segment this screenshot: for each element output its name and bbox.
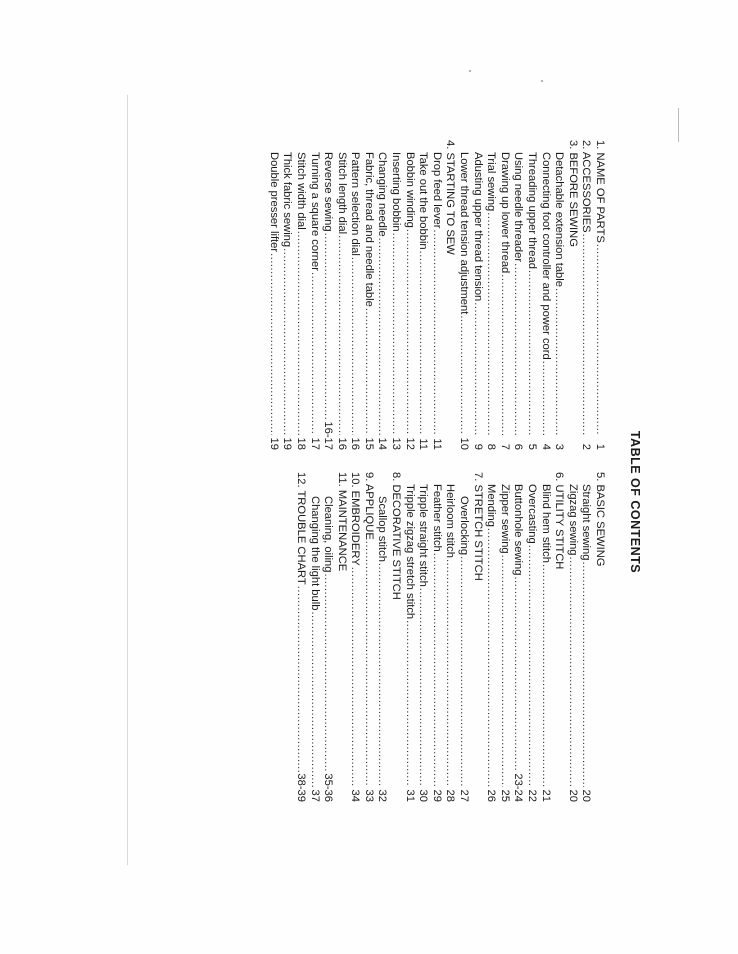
- toc-entry-label: Stitch length dial: [335, 152, 348, 235]
- toc-page-number: 16: [335, 437, 348, 450]
- toc-leader-dots: [497, 555, 511, 787]
- toc-subentry: [416, 140, 430, 450]
- toc-subentry: [348, 140, 362, 450]
- toc-entry-label: Pattern selection dial: [349, 152, 362, 256]
- toc-subentry: [429, 472, 443, 802]
- toc-subentry: [375, 472, 389, 802]
- toc-section-entry: [592, 472, 606, 802]
- toc-leader-dots: [402, 620, 416, 787]
- toc-leader-dots: [470, 302, 484, 435]
- toc-leader-dots: [361, 308, 375, 435]
- toc-section-entry: [552, 472, 566, 802]
- toc-leader-dots: [321, 574, 335, 773]
- toc-subentry: [565, 472, 579, 802]
- toc-page-number: 16: [349, 437, 362, 450]
- toc-entry-label: Adusting upper thread tension: [471, 152, 484, 302]
- toc-entry-label: Cleaning, oiling: [322, 496, 335, 573]
- toc-subentry: [538, 140, 552, 450]
- toc-subentry: [416, 472, 430, 802]
- toc-page-number: 27: [458, 789, 471, 802]
- toc-page-number: 21: [539, 789, 552, 802]
- toc-page-number: 26: [485, 789, 498, 802]
- toc-leader-dots: [538, 361, 552, 435]
- toc-page-number: 9: [471, 443, 484, 450]
- toc-subentry: [524, 472, 538, 802]
- toc-page-number: 11: [417, 438, 430, 450]
- toc-leader-dots: [348, 257, 362, 435]
- toc-entry-label: Tripple zigzag stretch stitch: [403, 484, 416, 620]
- scan-speck: [541, 80, 543, 82]
- toc-page-number: 5: [526, 443, 539, 450]
- toc-leader-dots: [429, 553, 443, 787]
- toc-leader-dots: [565, 557, 579, 787]
- toc-page-number: 14: [376, 437, 389, 450]
- toc-entry-label: Zipper sewing: [498, 484, 511, 554]
- toc-page-number: 29: [430, 789, 443, 802]
- toc-subentry: [307, 472, 321, 802]
- toc-subentry: [280, 140, 294, 450]
- toc-subentry: [307, 140, 321, 450]
- toc-leader-dots: [307, 272, 321, 435]
- toc-subentry: [511, 472, 525, 802]
- toc-entry-label: 11. MAINTENANCE: [335, 472, 348, 572]
- toc-subentry: [456, 472, 470, 802]
- toc-subentry: [484, 140, 498, 450]
- toc-entry-label: Thick fabric sewing: [281, 152, 294, 248]
- toc-leader-dots: [579, 234, 593, 435]
- toc-entry-label: Blind hem stitch: [539, 484, 552, 563]
- toc-subentry: [538, 472, 552, 802]
- toc-leader-dots: [321, 233, 335, 421]
- toc-leader-dots: [348, 567, 362, 787]
- toc-leader-dots: [266, 253, 280, 435]
- toc-entry-label: 1. NAME OF PARTS: [594, 140, 606, 243]
- toc-page-number: 4: [539, 443, 552, 450]
- toc-leader-dots: [389, 233, 403, 435]
- toc-entry-label: Fabric, thread and needle table: [362, 152, 375, 307]
- toc-subentry: [389, 140, 403, 450]
- toc-subentry: [266, 140, 280, 450]
- toc-section-entry: [361, 472, 375, 802]
- toc-entry-label: Drop feed lever: [430, 152, 443, 229]
- toc-subentry: [361, 140, 375, 450]
- toc-page-number: 11: [430, 438, 443, 450]
- toc-subentry: [334, 140, 348, 450]
- toc-subentry: [321, 472, 335, 802]
- toc-section-entry: [293, 472, 307, 802]
- toc-entry-label: 7. STRETCH STITCH: [471, 472, 484, 581]
- toc-page-number: 2: [580, 443, 593, 450]
- toc-subentry: [456, 140, 470, 450]
- toc-page-number: 15: [362, 437, 375, 450]
- toc-page-number: 37: [308, 789, 321, 802]
- toc-section-entry: [579, 140, 593, 450]
- toc-entry-label: Stitch width dial: [294, 152, 307, 230]
- toc-section-entry: [334, 472, 348, 802]
- toc-page-number: 12: [403, 437, 416, 450]
- toc-page-number: 32: [376, 789, 389, 802]
- toc-page-number: 19: [267, 437, 280, 450]
- toc-entry-label: Changing needle: [376, 152, 389, 237]
- toc-entry-label: Changing the light bulb: [308, 496, 321, 611]
- toc-leader-dots: [524, 270, 538, 435]
- toc-subentry: [552, 140, 566, 450]
- toc-entry-label: Tripple straight stitch: [417, 484, 430, 587]
- toc-subentry: [402, 140, 416, 450]
- toc-entry-label: Inserting bobbin: [390, 152, 403, 232]
- toc-entry-label: 8. DECORATIVE STITCH: [390, 472, 403, 600]
- toc-entry-label: Using needle threader: [512, 152, 525, 263]
- toc-leader-dots: [429, 230, 443, 436]
- toc-leader-dots: [484, 528, 498, 787]
- toc-page-number: 10: [458, 437, 471, 450]
- toc-page-number: 3: [553, 443, 566, 450]
- toc-leader-dots: [334, 235, 348, 435]
- toc-leader-dots: [524, 545, 538, 787]
- toc-subentry: [293, 140, 307, 450]
- toc-entry-label: Heirloom stitch: [444, 484, 457, 558]
- toc-leader-dots: [443, 559, 457, 787]
- toc-entry-label: Threading upper thread: [526, 152, 539, 269]
- toc-subentry: [402, 472, 416, 802]
- toc-left-column: [266, 140, 606, 450]
- toc-section-entry: [389, 472, 403, 802]
- toc-entry-label: Connecting foot controller and power cord: [539, 152, 552, 360]
- toc-section-entry: [470, 472, 484, 802]
- toc-entry-label: Trial sewing: [485, 152, 498, 212]
- toc-leader-dots: [375, 238, 389, 435]
- toc-entry-label: Detachable extension table: [553, 152, 566, 287]
- toc-entry-label: Straight sewing: [580, 484, 593, 561]
- toc-entry-label: 5. BASIC SEWING: [594, 472, 606, 567]
- scan-artifact-line: [127, 95, 128, 865]
- toc-entry-label: Double presser lifter: [267, 152, 280, 253]
- toc-leader-dots: [456, 315, 470, 435]
- toc-subentry: [524, 140, 538, 450]
- toc-leader-dots: [416, 588, 430, 787]
- toc-subentry: [484, 472, 498, 802]
- toc-entry-label: 2. ACCESSORIES: [580, 140, 593, 233]
- toc-subentry: [443, 472, 457, 802]
- toc-entry-label: Zigzag sewing: [566, 484, 579, 556]
- toc-section-entry: [565, 140, 579, 450]
- toc-page-number: 16-17: [322, 421, 335, 450]
- toc-page-number: 7: [498, 443, 511, 450]
- toc-entry-label: Scallop stitch: [376, 496, 389, 562]
- toc-leader-dots: [402, 229, 416, 435]
- toc-page-number: 33: [362, 789, 375, 802]
- toc-leader-dots: [511, 263, 525, 435]
- toc-subentry: [321, 140, 335, 450]
- toc-page-number: 34: [349, 789, 362, 802]
- toc-leader-dots: [416, 251, 430, 435]
- toc-page-number: 38-39: [294, 773, 307, 802]
- toc-section-entry: [592, 140, 606, 450]
- toc-leader-dots: [497, 274, 511, 435]
- toc-entry-label: Mending: [485, 484, 498, 527]
- toc-rotated-block: [142, 112, 642, 892]
- toc-leader-dots: [538, 564, 552, 787]
- toc-page-number: 1: [594, 443, 606, 450]
- toc-page-number: 19: [281, 437, 294, 450]
- toc-entry-label: 9. APPLIQUE: [362, 472, 375, 540]
- toc-entry-label: 4. STARTING TO SEW: [444, 140, 457, 255]
- toc-leader-dots: [375, 563, 389, 787]
- toc-leader-dots: [307, 611, 321, 787]
- toc-entry-label: 6. UTILITY STITCH: [553, 472, 566, 570]
- toc-subentry: [497, 472, 511, 802]
- toc-leader-dots: [579, 562, 593, 788]
- toc-subentry: [429, 140, 443, 450]
- scan-artifact-line: [678, 108, 679, 142]
- toc-subentry: [511, 140, 525, 450]
- toc-page-number: 25: [498, 789, 511, 802]
- toc-entry-label: Lower thread tension adjustment: [458, 152, 471, 315]
- toc-page-number: 31: [403, 789, 416, 802]
- toc-page-number: 13: [390, 437, 403, 450]
- scan-speck: [469, 70, 471, 72]
- toc-page-number: 28: [444, 789, 457, 802]
- toc-entry-label: 10. EMBROIDERY: [349, 472, 362, 566]
- toc-page-number: 18: [294, 437, 307, 450]
- toc-leader-dots: [456, 556, 470, 787]
- toc-entry-label: Feather stitch: [430, 484, 443, 552]
- toc-section-entry: [348, 472, 362, 802]
- toc-page-number: 23-24: [512, 773, 525, 802]
- toc-leader-dots: [280, 248, 294, 435]
- toc-subentry: [470, 140, 484, 450]
- toc-subentry: [579, 472, 593, 802]
- toc-entry-label: Take out the bobbin: [417, 152, 430, 250]
- toc-page-number: 20: [580, 789, 593, 802]
- toc-leader-dots: [592, 244, 606, 435]
- toc-page-number: 35-36: [322, 773, 335, 802]
- toc-entry-label: Bobbin winding: [403, 152, 416, 228]
- toc-right-column: [293, 472, 606, 802]
- toc-entry-label: Overcasting: [526, 484, 539, 544]
- toc-leader-dots: [484, 212, 498, 435]
- toc-leader-dots: [293, 231, 307, 435]
- toc-entry-label: Reverse sewing: [322, 152, 335, 232]
- toc-page-number: 17: [308, 437, 321, 450]
- toc-subentry: [497, 140, 511, 450]
- toc-page-number: 8: [485, 443, 498, 450]
- toc-leader-dots: [511, 576, 525, 772]
- toc-leader-dots: [293, 586, 307, 773]
- toc-entry-label: 3. BEFORE SEWING: [566, 140, 579, 247]
- toc-leader-dots: [552, 288, 566, 435]
- toc-page-number: 6: [512, 443, 525, 450]
- page-title: TABLE OF CONTENTS: [628, 430, 642, 574]
- toc-entry-label: Turning a square corner: [308, 152, 321, 271]
- toc-leader-dots: [361, 541, 375, 787]
- toc-entry-label: Buttonhole sewing: [512, 484, 525, 576]
- toc-subentry: [375, 140, 389, 450]
- toc-page-number: 30: [417, 789, 430, 802]
- toc-entry-label: 12. TROUBLE CHART: [294, 472, 307, 585]
- toc-page-number: 20: [566, 789, 579, 802]
- toc-page-number: 22: [526, 789, 539, 802]
- toc-entry-label: Drawing up lower thread: [498, 152, 511, 274]
- toc-entry-label: Overlocking: [458, 496, 471, 556]
- toc-section-entry: [443, 140, 457, 450]
